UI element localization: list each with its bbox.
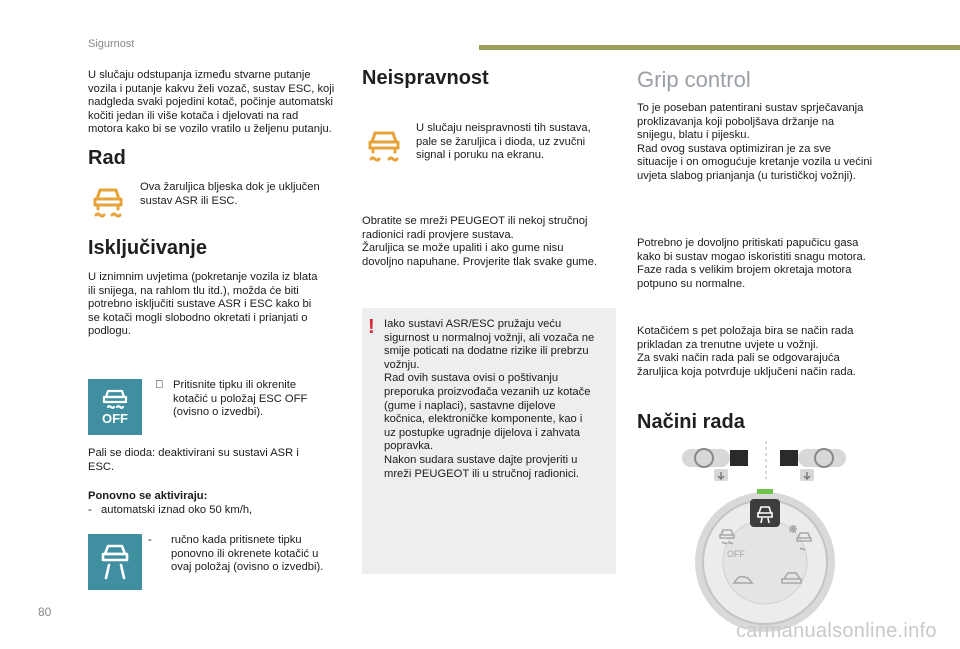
warning-note-text: Iako sustavi ASR/ESC pružaju veću sigurnost u normalnoj vožnji, ali vozača ne smije poticati na dodatne rizike ili prebrzu vožnju. Rad ovih sustava ovisi o poštivanju preporuka proizvođača vezanih uz kotače (gume i naplaci), sastavne dijelove kočnica, elektroničke komponente, kao i uz postupke ugradnje dijelova i zahvata popravka. Nakon sudara sustave dajte provjeriti u mreži PEUGEOT ili u stručnoj radionici. xyxy=(384,318,595,480)
press-bullet xyxy=(155,379,163,393)
grip-text-3: Kotačićem s pet položaja bira se način rada prikladan za trenutne uvjete u vožnji. Za svaki način rada pali se odgovarajuća žaruljica koja potvrđuje uključeni način rada. xyxy=(637,325,856,378)
reactivate-item-auto: - automatski iznad oko 50 km/h, xyxy=(88,504,253,516)
nacini-rada-heading: Načini rada xyxy=(637,411,745,433)
grip-control-heading: Grip control xyxy=(637,67,751,92)
traction-button-icon xyxy=(88,534,142,590)
warning-note-box xyxy=(362,308,616,574)
iskljucivanje-heading: Isključivanje xyxy=(88,237,207,259)
watermark: carmanualsonline.info xyxy=(736,620,937,642)
grip-text-2: Potrebno je dovoljno pritiskati papučicu gasa kako bi sustav mogao iskoristiti snagu motora. Faze rada s velikim brojem okretaja motora potpuno su normalne. xyxy=(637,237,866,290)
fault-text: U slučaju neispravnosti tih sustava, pale se žaruljica i dioda, uz zvučni signal i poruku na ekranu. xyxy=(416,122,591,162)
esc-off-button-icon xyxy=(88,379,142,435)
warning-mark: ! xyxy=(368,316,375,338)
diode-text: Pali se dioda: deaktivirani su sustavi ASR i ESC. xyxy=(88,447,299,473)
grip-control-dial-illustration xyxy=(670,437,870,637)
neispravnost-heading: Neispravnost xyxy=(362,67,489,89)
rad-text: Ova žaruljica bljeska dok je uključen sustav ASR ili ESC. xyxy=(140,181,320,207)
right-steering-wheel-icon xyxy=(780,449,846,481)
rad-heading: Rad xyxy=(88,147,126,169)
esc-warning-lamp-icon xyxy=(88,182,128,220)
page-number: 80 xyxy=(38,605,52,619)
dial-off-label: OFF xyxy=(727,549,745,559)
manual-text: ručno kada pritisnete tipku ponovno ili okrenete kotačić u ovaj položaj (ovisno o izvedbi). xyxy=(171,534,324,574)
manual-dash: - xyxy=(148,534,152,546)
reactivate-heading: Ponovno se aktiviraju: xyxy=(88,490,208,502)
intro-paragraph: U slučaju odstupanja između stvarne putanje vozila i putanje kakvu želi vozač, sustav ESC, koji nadgleda svaki pojedini kotač, počinje automatski kočiti jedan ili više kotača i djelovati na rad motora kako bi se vozilo vratilo u željenu putanju. xyxy=(88,69,335,136)
grip-text-1: To je poseban patentirani sustav sprječavanja proklizavanja koji poboljšava držanje na snijegu, blatu i pijesku. Rad ovog sustava optimiziran je za sve situacije i on omogućuje kretanje vozila u većini uvjeta slabog prianjanja (u turističkoj vožnji). xyxy=(637,102,873,182)
esc-fault-lamp-icon xyxy=(362,124,406,164)
press-text: Pritisnite tipku ili okrenite kotačić u položaj ESC OFF (ovisno o izvedbi). xyxy=(173,379,308,419)
off-icon-label: OFF xyxy=(102,411,128,426)
section-label: Sigurnost xyxy=(88,38,135,50)
left-steering-wheel-icon xyxy=(682,449,748,481)
header-accent-bar xyxy=(479,45,960,50)
network-text: Obratite se mreži PEUGEOT ili nekoj stručnoj radionici radi provjere sustava. Žaruljica se može upaliti i ako gume nisu dovoljno napuhane. Provjerite tlak svake gume. xyxy=(362,215,598,268)
iskljucivanje-text: U iznimnim uvjetima (pokretanje vozila iz blata ili snijega, na rahlom tlu itd.), možda će biti potrebno isključiti sustave ASR i ESC kako bi se kotači mogli slobodno okretati i prianjati o podlogu. xyxy=(88,271,318,338)
